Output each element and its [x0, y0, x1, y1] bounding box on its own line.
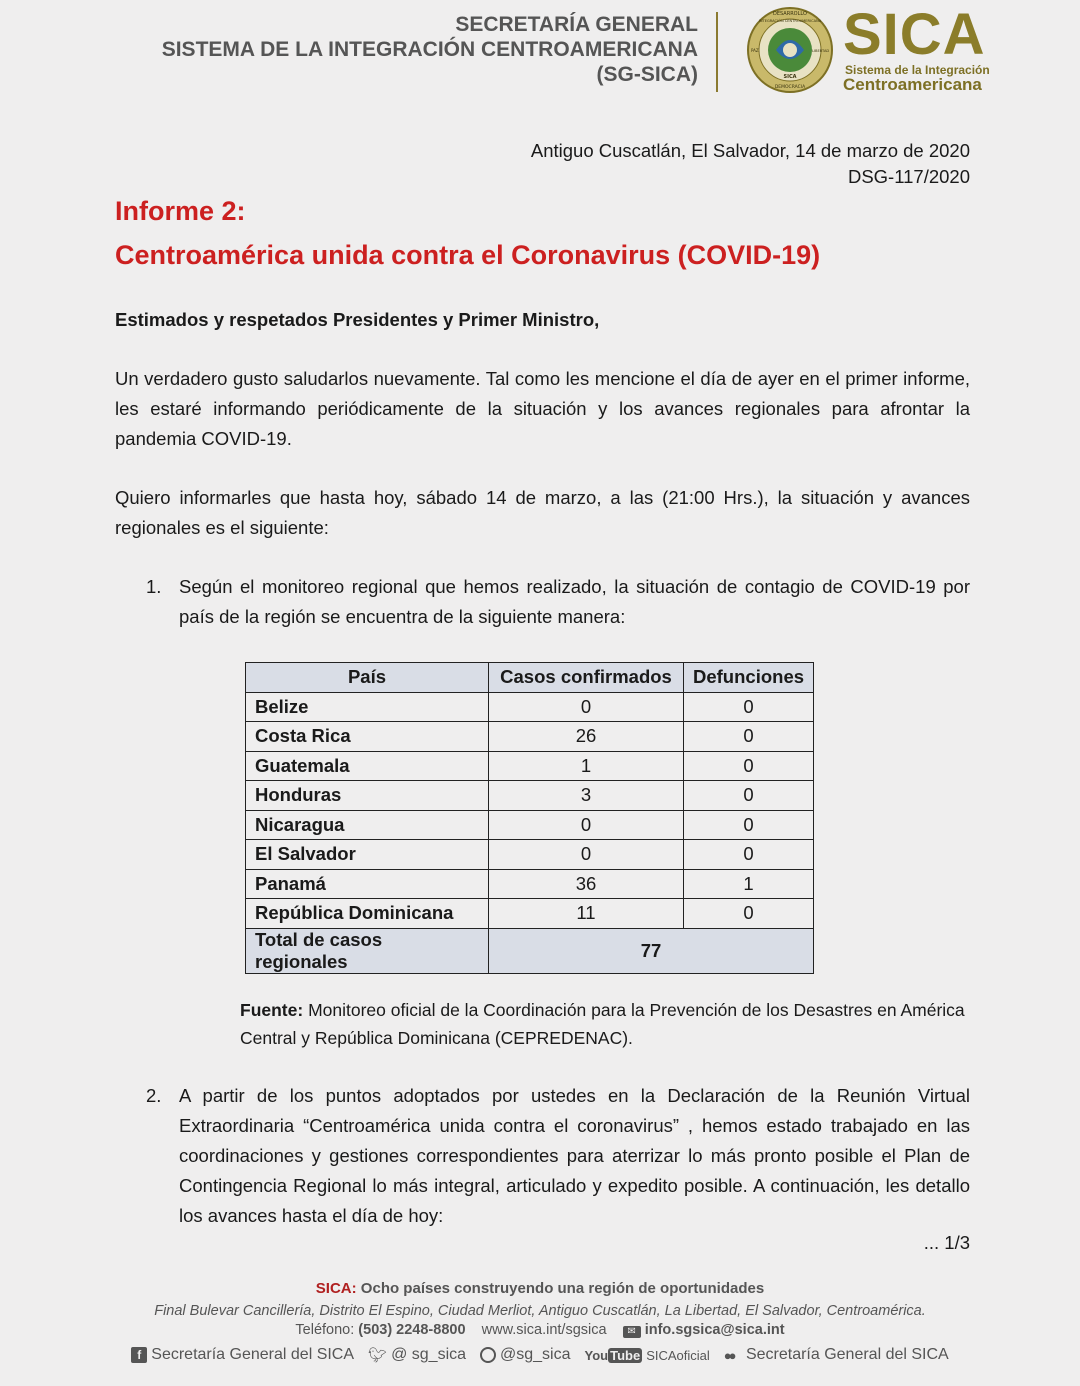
cases-cell: 11 [489, 899, 684, 929]
column-header-cases: Casos confirmados [489, 663, 684, 693]
letterhead-divider [716, 12, 718, 92]
letterhead-line1: SECRETARÍA GENERAL [455, 13, 698, 36]
instagram-label: @sg_sica [500, 1346, 571, 1363]
deaths-cell: 0 [684, 899, 814, 929]
cases-cell: 0 [489, 692, 684, 722]
youtube-icon-text-tube: Tube [610, 1347, 641, 1363]
country-cell: Panamá [246, 869, 489, 899]
place-date: Antiguo Cuscatlán, El Salvador, 14 de marzo de 2020 [530, 140, 970, 161]
seal-text-top: DESARROLLO [773, 11, 807, 17]
page-indicator: ... 1/3 [923, 1232, 970, 1253]
instagram-link[interactable] [480, 1346, 571, 1364]
youtube-icon-text-you: You [584, 1347, 609, 1363]
deaths-cell: 0 [684, 692, 814, 722]
youtube-label: SICAoficial [646, 1347, 710, 1363]
twitter-icon: 🐦︎ [368, 1347, 388, 1364]
list-item-1 [146, 572, 970, 632]
facebook-link[interactable] [131, 1346, 354, 1364]
sica-logo-wordmark: SICA [843, 2, 986, 67]
envelope-icon: ✉ [623, 1326, 641, 1338]
table-row [246, 869, 814, 899]
report-title: Informe 2: [115, 196, 246, 226]
seal-text-bottom: DEMOCRACIA [774, 85, 806, 90]
table-row [246, 781, 814, 811]
footer-slogan-brand: SICA: [315, 1280, 357, 1297]
flickr-link[interactable] [724, 1346, 949, 1364]
table-row [246, 840, 814, 870]
paragraph-1: Un verdadero gusto saludarlos nuevamente. Tal como les mencione el día de ayer en el primer informe, les estaré informando periódicamente de la situación y los avances regionales para afrontar la pandemia COVID-19. [115, 368, 970, 449]
deaths-cell: 0 [684, 840, 814, 870]
country-cell: República Dominicana [246, 899, 489, 929]
list-item-number: 2. [146, 1085, 162, 1106]
column-header-deaths: Defunciones [684, 663, 814, 693]
letterhead-line3: (SG-SICA) [596, 63, 698, 86]
paragraph-2: Quiero informarles que hasta hoy, sábado 14 de marzo, a las (21:00 Hrs.), la situación y avances regionales es el siguiente: [115, 487, 970, 538]
table-row [246, 722, 814, 752]
email-link[interactable]: info.sgsica@sica.int [644, 1322, 785, 1338]
seal-text-ring: INTEGRACIÓN CENTROAMERICANA [758, 19, 822, 23]
deaths-cell: 0 [684, 810, 814, 840]
cases-cell: 26 [489, 722, 684, 752]
list-item-number: 1. [146, 576, 162, 597]
letterhead-line2: SISTEMA DE LA INTEGRACIÓN CENTROAMERICANA [161, 38, 698, 61]
cases-cell: 3 [489, 781, 684, 811]
facebook-icon: f [131, 1347, 147, 1363]
source-text: Monitoreo oficial de la Coordinación para la Prevención de los Desastres en América Central y República Dominicana (CEPREDENAC). [240, 1000, 965, 1048]
list-item-text: Según el monitoreo regional que hemos realizado, la situación de contagio de COVID-19 por país de la región se encuentra de la siguiente manera: [179, 576, 970, 627]
deaths-cell: 1 [684, 869, 814, 899]
country-cell: Honduras [246, 781, 489, 811]
total-label: Total de casos regionales [246, 928, 489, 973]
country-cell: El Salvador [246, 840, 489, 870]
footer-address: Final Bulevar Cancillería, Distrito El Espino, Ciudad Merliot, Antiguo Cuscatlán, La Libertad, El Salvador, Centroamérica. [154, 1303, 926, 1319]
country-cell: Belize [246, 692, 489, 722]
seal-text-center: SICA [783, 74, 797, 80]
source-label: Fuente: [240, 1000, 304, 1020]
date-reference-block [531, 138, 970, 190]
twitter-label: @ sg_sica [391, 1346, 467, 1363]
sica-logo-subtitle1: Sistema de la Integración [845, 63, 990, 77]
website-link[interactable]: www.sica.int/sgsica [481, 1322, 607, 1338]
flickr-label: Secretaría General del SICA [745, 1346, 949, 1363]
table-row [246, 751, 814, 781]
footer-social-links [0, 1346, 1080, 1364]
deaths-cell: 0 [684, 722, 814, 752]
sica-logo-subtitle2: Centroamericana [843, 75, 982, 94]
phone-number: (503) 2248-8800 [358, 1322, 466, 1338]
salutation: Estimados y respetados Presidentes y Primer Ministro, [115, 309, 600, 330]
country-cell: Costa Rica [246, 722, 489, 752]
country-cell: Nicaragua [246, 810, 489, 840]
cases-cell: 0 [489, 810, 684, 840]
letterhead-text [162, 12, 698, 87]
phone-label: Teléfono: [295, 1322, 359, 1338]
covid-cases-table [245, 662, 814, 974]
country-cell: Guatemala [246, 751, 489, 781]
youtube-icon [585, 1348, 643, 1363]
table-header-row [246, 663, 814, 693]
document-reference: DSG-117/2020 [847, 166, 970, 187]
cases-cell: 1 [489, 751, 684, 781]
cases-cell: 0 [489, 840, 684, 870]
footer-contact [0, 1322, 1080, 1338]
total-value: 77 [489, 928, 814, 973]
list-item-text: A partir de los puntos adoptados por ustedes en la Declaración de la Reunión Virtual Extraordinaria “Centroamérica unida contra el coronavirus” , hemos estado trabajado en las coordinaciones y gestiones correspondientes para aterrizar lo más pronto posible el Plan de Contingencia Regional lo más integral, articulado y expedito posible. A continuación, les detallo los avances hasta el día de hoy: [179, 1085, 970, 1226]
cases-cell: 36 [489, 869, 684, 899]
table-total-row [246, 928, 814, 973]
table-row [246, 810, 814, 840]
facebook-label: Secretaría General del SICA [151, 1346, 355, 1363]
flickr-icon: ●● [723, 1347, 734, 1363]
list-item-2 [146, 1081, 970, 1231]
sica-seal-logo [746, 6, 834, 94]
deaths-cell: 0 [684, 781, 814, 811]
table-row [246, 692, 814, 722]
twitter-link[interactable] [368, 1346, 466, 1364]
table-source [240, 996, 970, 1052]
youtube-link[interactable] [585, 1348, 710, 1363]
seal-text-left: PAZ [751, 48, 759, 53]
column-header-country: País [246, 663, 489, 693]
footer-slogan [0, 1280, 1080, 1297]
footer-slogan-text: Ocho países construyendo una región de oportunidades [356, 1280, 765, 1297]
seal-text-right: LIBERTAD [812, 49, 830, 53]
deaths-cell: 0 [684, 751, 814, 781]
report-subtitle: Centroamérica unida contra el Coronavirus (COVID-19) [115, 240, 821, 270]
table-row [246, 899, 814, 929]
instagram-icon [480, 1347, 496, 1363]
